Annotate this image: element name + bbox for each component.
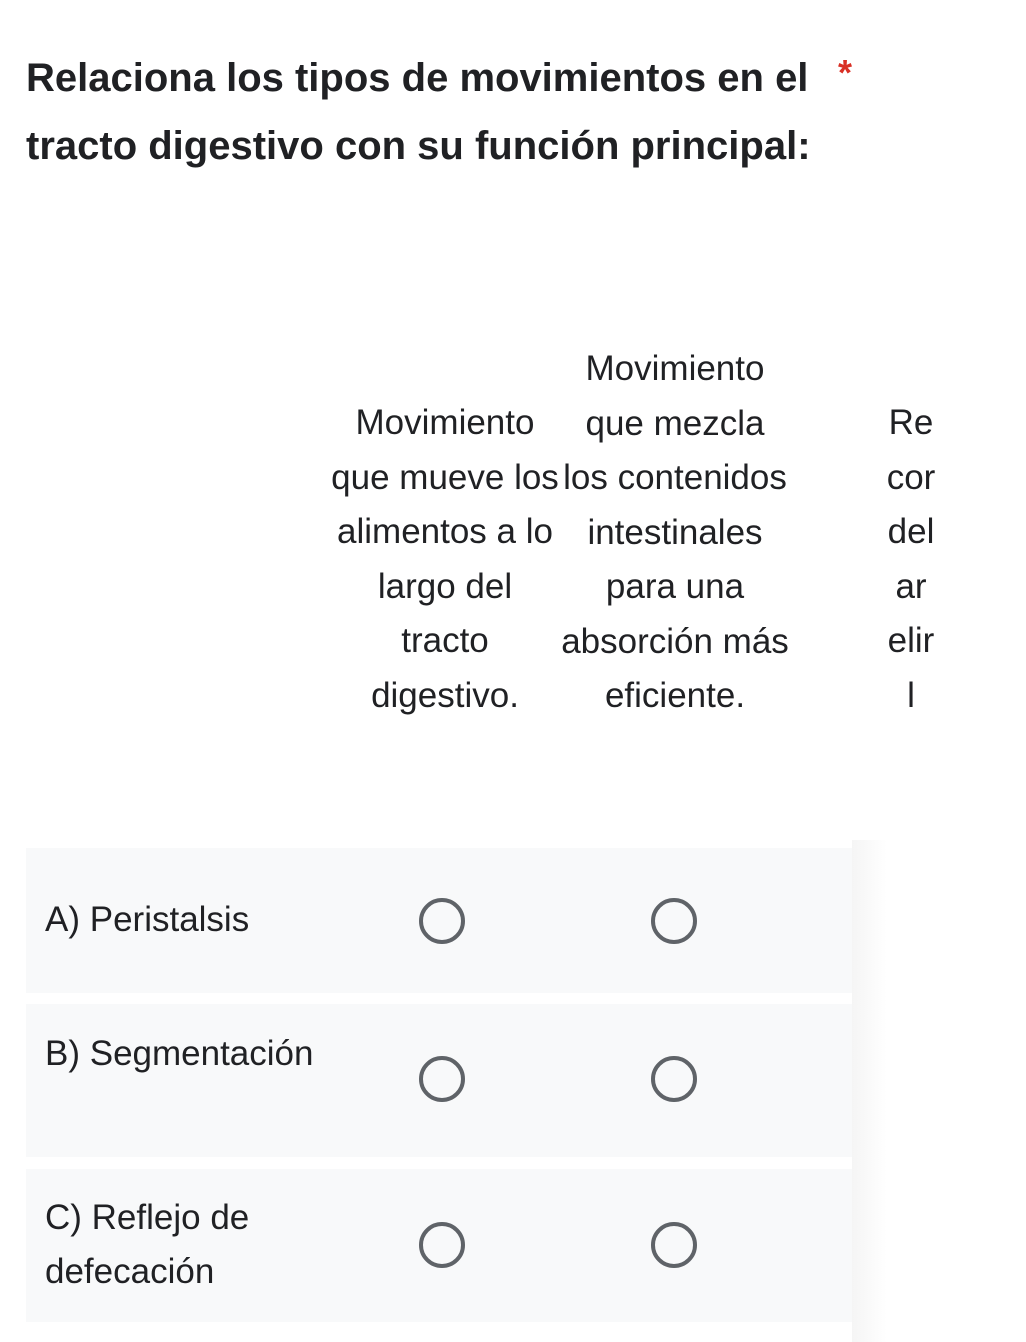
horizontal-scroll-fade <box>852 840 887 1342</box>
row-label: A) Peristalsis <box>45 900 250 939</box>
column-header-1: Movimiento que mueve los alimentos a lo largo del tracto digestivo. <box>331 403 559 715</box>
row-label: B) Segmentación <box>45 1034 314 1073</box>
grid-row-reflejo-defecacion <box>26 1169 852 1322</box>
column-header-3-clipped <box>796 396 936 723</box>
radio-peristalsis-col2[interactable] <box>651 898 697 944</box>
radio-peristalsis-col1[interactable] <box>419 898 465 944</box>
radio-segmentacion-col1[interactable] <box>419 1056 465 1102</box>
radio-reflejo-col2[interactable] <box>651 1222 697 1268</box>
radio-reflejo-col1[interactable] <box>419 1222 465 1268</box>
column-header-2: Movimiento que mezcla los contenidos intestinales para una absorción más eficiente. <box>561 349 789 715</box>
row-label: C) Reflejo de defecación <box>45 1198 250 1291</box>
grid-row-peristalsis <box>26 848 852 993</box>
required-asterisk: * <box>838 52 853 93</box>
radio-segmentacion-col2[interactable] <box>651 1056 697 1102</box>
column-header-3-text: Re cor del ar elir l <box>886 403 936 715</box>
grid-row-segmentacion <box>26 1004 852 1157</box>
question-title: Relaciona los tipos de movimientos en el tracto digestivo con su función principal: <box>26 56 811 168</box>
